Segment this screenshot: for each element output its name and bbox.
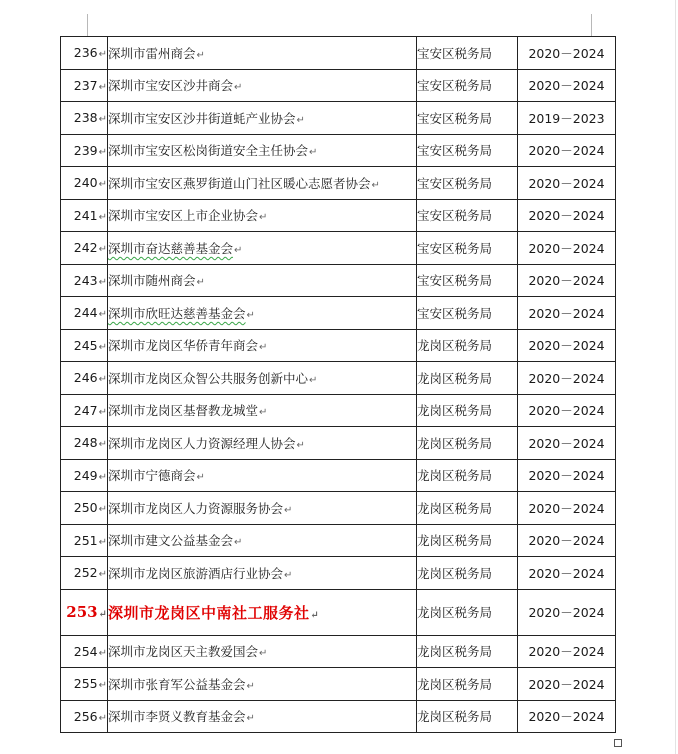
paragraph-mark: ↵ bbox=[196, 472, 205, 484]
tax-bureau-cell[interactable] bbox=[417, 524, 518, 557]
validity-period: 2020－2024 bbox=[528, 175, 605, 191]
validity-period: 2020－2024 bbox=[528, 78, 605, 94]
table-row bbox=[61, 459, 616, 492]
row-number: 247 bbox=[73, 402, 98, 418]
table-row bbox=[61, 362, 616, 395]
row-number-cell[interactable] bbox=[61, 557, 108, 590]
row-number-cell[interactable] bbox=[61, 102, 108, 135]
validity-period: 2020－2024 bbox=[528, 533, 605, 549]
paragraph-mark: ↵ bbox=[98, 374, 107, 386]
tax-bureau: 宝安区税务局 bbox=[417, 208, 493, 224]
tax-bureau-cell[interactable] bbox=[417, 589, 518, 635]
table-row bbox=[61, 329, 616, 362]
tax-bureau: 龙岗区税务局 bbox=[417, 468, 493, 484]
row-number-cell[interactable] bbox=[61, 167, 108, 200]
organization-name: 深圳市欣旺达慈善基金会 bbox=[108, 305, 246, 321]
organization-name: 深圳市龙岗区旅游酒店行业协会 bbox=[108, 565, 284, 581]
paragraph-mark: ↵ bbox=[98, 309, 107, 321]
organization-name: 深圳市宁德商会 bbox=[108, 468, 196, 484]
row-number: 242 bbox=[73, 240, 98, 256]
validity-period: 2020－2024 bbox=[528, 468, 605, 484]
organization-name: 深圳市宝安区松岗街道安全主任协会 bbox=[108, 143, 309, 159]
validity-period-cell[interactable] bbox=[518, 394, 616, 427]
tax-bureau-cell[interactable] bbox=[417, 37, 518, 70]
table-row bbox=[61, 37, 616, 70]
page-edge bbox=[675, 0, 676, 754]
organization-name: 深圳市龙岗区人力资源经理人协会 bbox=[108, 435, 296, 451]
table-row bbox=[61, 427, 616, 460]
organization-name-cell[interactable] bbox=[108, 635, 417, 668]
row-number: 255 bbox=[73, 676, 98, 692]
table-row bbox=[61, 134, 616, 167]
validity-period-cell[interactable] bbox=[518, 459, 616, 492]
tax-bureau-cell[interactable] bbox=[417, 492, 518, 525]
tax-bureau: 宝安区税务局 bbox=[417, 110, 493, 126]
tax-bureau-cell[interactable] bbox=[417, 297, 518, 330]
tax-bureau: 宝安区税务局 bbox=[417, 143, 493, 159]
organization-name: 深圳市李贤义教育基金会 bbox=[108, 709, 246, 725]
table-row bbox=[61, 589, 616, 635]
tax-bureau-cell[interactable] bbox=[417, 635, 518, 668]
row-number: 237 bbox=[73, 77, 98, 93]
paragraph-mark: ↵ bbox=[98, 471, 107, 483]
validity-period-cell[interactable] bbox=[518, 524, 616, 557]
tax-bureau: 龙岗区税务局 bbox=[417, 435, 493, 451]
organization-name: 深圳市龙岗区华侨青年商会 bbox=[108, 338, 259, 354]
paragraph-mark: ↵ bbox=[234, 244, 243, 256]
organization-name-cell[interactable] bbox=[108, 134, 417, 167]
validity-period: 2020－2024 bbox=[528, 403, 605, 419]
validity-period: 2020－2024 bbox=[528, 435, 605, 451]
organization-name: 深圳市宝安区沙井街道蚝产业协会 bbox=[108, 110, 296, 126]
row-number: 250 bbox=[73, 500, 98, 516]
tax-bureau-cell[interactable] bbox=[417, 199, 518, 232]
row-number: 236 bbox=[73, 45, 98, 61]
validity-period-cell[interactable] bbox=[518, 700, 616, 733]
row-number-cell[interactable] bbox=[61, 69, 108, 102]
tax-bureau: 宝安区税务局 bbox=[417, 45, 493, 61]
row-number-cell[interactable] bbox=[61, 199, 108, 232]
tax-bureau-cell[interactable] bbox=[417, 700, 518, 733]
row-number-cell[interactable] bbox=[61, 362, 108, 395]
tax-bureau: 宝安区税务局 bbox=[417, 305, 493, 321]
paragraph-mark: ↵ bbox=[234, 82, 243, 94]
paragraph-mark: ↵ bbox=[98, 244, 107, 256]
validity-period-cell[interactable] bbox=[518, 668, 616, 701]
paragraph-mark: ↵ bbox=[309, 147, 318, 159]
validity-period: 2019－2023 bbox=[528, 110, 605, 126]
table-row bbox=[61, 394, 616, 427]
row-number: 251 bbox=[73, 532, 98, 548]
validity-period-cell[interactable] bbox=[518, 362, 616, 395]
paragraph-mark: ↵ bbox=[196, 277, 205, 289]
organization-name-cell[interactable] bbox=[108, 37, 417, 70]
row-number: 244 bbox=[73, 305, 98, 321]
tax-bureau-cell[interactable] bbox=[417, 232, 518, 265]
row-number-cell[interactable] bbox=[61, 668, 108, 701]
validity-period-cell[interactable] bbox=[518, 492, 616, 525]
row-number-cell[interactable] bbox=[61, 37, 108, 70]
paragraph-mark: ↵ bbox=[310, 609, 320, 621]
row-number-cell[interactable] bbox=[61, 589, 108, 635]
organization-name: 深圳市龙岗区基督教龙城堂 bbox=[108, 403, 259, 419]
row-number: 252 bbox=[73, 565, 98, 581]
validity-period: 2020－2024 bbox=[528, 605, 605, 620]
validity-period-cell[interactable] bbox=[518, 264, 616, 297]
organization-name-cell[interactable] bbox=[108, 668, 417, 701]
tax-bureau: 宝安区税务局 bbox=[417, 240, 493, 256]
row-number: 240 bbox=[73, 175, 98, 191]
validity-period-cell[interactable] bbox=[518, 167, 616, 200]
tax-bureau-cell[interactable] bbox=[417, 557, 518, 590]
tax-bureau: 宝安区税务局 bbox=[417, 175, 493, 191]
validity-period: 2020－2024 bbox=[528, 676, 605, 692]
left-margin-marker bbox=[87, 14, 88, 36]
organization-name: 深圳市随州商会 bbox=[108, 273, 196, 289]
paragraph-mark: ↵ bbox=[259, 648, 268, 660]
tax-bureau-cell[interactable] bbox=[417, 329, 518, 362]
table-row bbox=[61, 635, 616, 668]
paragraph-mark: ↵ bbox=[98, 569, 107, 581]
paragraph-mark: ↵ bbox=[259, 407, 268, 419]
validity-period-cell[interactable] bbox=[518, 102, 616, 135]
validity-period-cell[interactable] bbox=[518, 589, 616, 635]
table-row bbox=[61, 557, 616, 590]
row-number: 256 bbox=[73, 708, 98, 724]
organization-name: 深圳市建文公益基金会 bbox=[108, 533, 234, 549]
validity-period: 2020－2024 bbox=[528, 143, 605, 159]
paragraph-mark: ↵ bbox=[98, 439, 107, 451]
organization-name-cell[interactable] bbox=[108, 329, 417, 362]
paragraph-mark: ↵ bbox=[309, 374, 318, 386]
row-number: 241 bbox=[73, 207, 98, 223]
organization-name-cell[interactable] bbox=[108, 492, 417, 525]
tax-bureau-cell[interactable] bbox=[417, 69, 518, 102]
paragraph-mark: ↵ bbox=[98, 114, 107, 126]
row-number-cell[interactable] bbox=[61, 635, 108, 668]
tax-bureau: 龙岗区税务局 bbox=[417, 605, 493, 620]
validity-period-cell[interactable] bbox=[518, 37, 616, 70]
table-row bbox=[61, 700, 616, 733]
tax-bureau-cell[interactable] bbox=[417, 394, 518, 427]
paragraph-mark: ↵ bbox=[246, 680, 255, 692]
organization-name: 深圳市宝安区沙井商会 bbox=[108, 78, 234, 94]
organization-table bbox=[60, 36, 616, 733]
organization-name-cell[interactable] bbox=[108, 69, 417, 102]
organization-name-cell[interactable] bbox=[108, 524, 417, 557]
tax-bureau: 宝安区税务局 bbox=[417, 78, 493, 94]
paragraph-mark: ↵ bbox=[98, 179, 107, 191]
paragraph-mark: ↵ bbox=[98, 276, 107, 288]
organization-name-cell[interactable] bbox=[108, 557, 417, 590]
tax-bureau: 龙岗区税务局 bbox=[417, 500, 493, 516]
organization-name-cell[interactable] bbox=[108, 102, 417, 135]
paragraph-mark: ↵ bbox=[98, 81, 107, 93]
tax-bureau: 龙岗区税务局 bbox=[417, 403, 493, 419]
row-number: 246 bbox=[73, 370, 98, 386]
paragraph-mark: ↵ bbox=[259, 342, 268, 354]
row-number-cell[interactable] bbox=[61, 427, 108, 460]
organization-name-cell[interactable] bbox=[108, 199, 417, 232]
validity-period-cell[interactable] bbox=[518, 557, 616, 590]
right-margin-marker bbox=[591, 14, 592, 36]
organization-name: 深圳市张育军公益基金会 bbox=[108, 676, 246, 692]
table-row bbox=[61, 492, 616, 525]
paragraph-mark: ↵ bbox=[98, 146, 107, 158]
organization-name-cell[interactable] bbox=[108, 589, 417, 635]
validity-period: 2020－2024 bbox=[528, 644, 605, 660]
table-row bbox=[61, 297, 616, 330]
validity-period-cell[interactable] bbox=[518, 297, 616, 330]
tax-bureau-cell[interactable] bbox=[417, 668, 518, 701]
tax-bureau-cell[interactable] bbox=[417, 427, 518, 460]
validity-period: 2020－2024 bbox=[528, 370, 605, 386]
table-row bbox=[61, 232, 616, 265]
organization-name-cell[interactable] bbox=[108, 700, 417, 733]
validity-period-cell[interactable] bbox=[518, 427, 616, 460]
paragraph-mark: ↵ bbox=[234, 537, 243, 549]
validity-period-cell[interactable] bbox=[518, 329, 616, 362]
organization-name-cell[interactable] bbox=[108, 167, 417, 200]
organization-name-cell[interactable] bbox=[108, 362, 417, 395]
validity-period-cell[interactable] bbox=[518, 134, 616, 167]
organization-name-cell[interactable] bbox=[108, 427, 417, 460]
organization-name-cell[interactable] bbox=[108, 264, 417, 297]
paragraph-mark: ↵ bbox=[98, 504, 107, 516]
paragraph-mark: ↵ bbox=[98, 647, 107, 659]
row-number-cell[interactable] bbox=[61, 394, 108, 427]
table-row bbox=[61, 264, 616, 297]
organization-name: 深圳市奋达慈善基金会 bbox=[108, 240, 234, 256]
row-number-cell[interactable] bbox=[61, 264, 108, 297]
table-row bbox=[61, 102, 616, 135]
row-number-cell[interactable] bbox=[61, 492, 108, 525]
tax-bureau: 龙岗区税务局 bbox=[417, 644, 493, 660]
validity-period: 2020－2024 bbox=[528, 565, 605, 581]
row-number: 248 bbox=[73, 435, 98, 451]
row-number: 243 bbox=[73, 272, 98, 288]
row-number-cell[interactable] bbox=[61, 459, 108, 492]
tax-bureau-cell[interactable] bbox=[417, 134, 518, 167]
validity-period: 2020－2024 bbox=[528, 500, 605, 516]
tax-bureau: 龙岗区税务局 bbox=[417, 676, 493, 692]
tax-bureau-cell[interactable] bbox=[417, 459, 518, 492]
paragraph-mark: ↵ bbox=[246, 713, 255, 725]
validity-period-cell[interactable] bbox=[518, 232, 616, 265]
paragraph-mark: ↵ bbox=[98, 49, 107, 61]
row-number-cell[interactable] bbox=[61, 232, 108, 265]
table-row bbox=[61, 167, 616, 200]
organization-name: 深圳市龙岗区人力资源服务协会 bbox=[108, 500, 284, 516]
paragraph-mark: ↵ bbox=[246, 309, 255, 321]
row-number-cell[interactable] bbox=[61, 297, 108, 330]
validity-period: 2020－2024 bbox=[528, 709, 605, 725]
organization-name-cell[interactable] bbox=[108, 232, 417, 265]
paragraph-mark: ↵ bbox=[371, 179, 380, 191]
organization-name: 深圳市龙岗区中南社工服务社 bbox=[108, 603, 310, 622]
row-number: 239 bbox=[73, 142, 98, 158]
table-row bbox=[61, 69, 616, 102]
validity-period: 2020－2024 bbox=[528, 240, 605, 256]
paragraph-mark: ↵ bbox=[98, 211, 107, 223]
paragraph-mark: ↵ bbox=[98, 712, 107, 724]
paragraph-mark: ↵ bbox=[98, 536, 107, 548]
validity-period: 2020－2024 bbox=[528, 273, 605, 289]
tax-bureau-cell[interactable] bbox=[417, 362, 518, 395]
validity-period-cell[interactable] bbox=[518, 199, 616, 232]
organization-name-cell[interactable] bbox=[108, 394, 417, 427]
tax-bureau: 龙岗区税务局 bbox=[417, 370, 493, 386]
row-number: 254 bbox=[73, 643, 98, 659]
paragraph-mark: ↵ bbox=[259, 212, 268, 224]
table-row bbox=[61, 199, 616, 232]
table-row bbox=[61, 668, 616, 701]
row-number-cell[interactable] bbox=[61, 329, 108, 362]
validity-period: 2020－2024 bbox=[528, 338, 605, 354]
validity-period-cell[interactable] bbox=[518, 635, 616, 668]
tax-bureau: 龙岗区税务局 bbox=[417, 338, 493, 354]
row-number-cell[interactable] bbox=[61, 134, 108, 167]
tax-bureau: 龙岗区税务局 bbox=[417, 533, 493, 549]
tax-bureau: 龙岗区税务局 bbox=[417, 565, 493, 581]
validity-period-cell[interactable] bbox=[518, 69, 616, 102]
row-number: 249 bbox=[73, 467, 98, 483]
validity-period: 2020－2024 bbox=[528, 208, 605, 224]
row-number-cell[interactable] bbox=[61, 524, 108, 557]
table-body bbox=[61, 37, 616, 733]
validity-period: 2020－2024 bbox=[528, 45, 605, 61]
paragraph-mark: ↵ bbox=[296, 439, 305, 451]
table-row bbox=[61, 524, 616, 557]
paragraph-mark: ↵ bbox=[98, 406, 107, 418]
organization-name: 深圳市宝安区上市企业协会 bbox=[108, 208, 259, 224]
paragraph-mark: ↵ bbox=[98, 680, 107, 692]
table-resize-handle[interactable] bbox=[614, 739, 622, 747]
paragraph-mark: ↵ bbox=[284, 504, 293, 516]
organization-name: 深圳市龙岗区众智公共服务创新中心 bbox=[108, 370, 309, 386]
row-number: 253 bbox=[66, 603, 98, 621]
organization-name: 深圳市龙岗区天主教爱国会 bbox=[108, 644, 259, 660]
row-number: 245 bbox=[73, 337, 98, 353]
tax-bureau: 龙岗区税务局 bbox=[417, 709, 493, 725]
paragraph-mark: ↵ bbox=[98, 341, 107, 353]
paragraph-mark: ↵ bbox=[296, 114, 305, 126]
paragraph-mark: ↵ bbox=[98, 609, 107, 620]
row-number: 238 bbox=[73, 110, 98, 126]
tax-bureau-cell[interactable] bbox=[417, 102, 518, 135]
tax-bureau-cell[interactable] bbox=[417, 264, 518, 297]
organization-name-cell[interactable] bbox=[108, 459, 417, 492]
paragraph-mark: ↵ bbox=[284, 569, 293, 581]
tax-bureau: 宝安区税务局 bbox=[417, 273, 493, 289]
row-number-cell[interactable] bbox=[61, 700, 108, 733]
validity-period: 2020－2024 bbox=[528, 305, 605, 321]
organization-name-cell[interactable] bbox=[108, 297, 417, 330]
organization-name: 深圳市宝安区燕罗街道山门社区暖心志愿者协会 bbox=[108, 175, 371, 191]
organization-name: 深圳市雷州商会 bbox=[108, 45, 196, 61]
paragraph-mark: ↵ bbox=[196, 49, 205, 61]
tax-bureau-cell[interactable] bbox=[417, 167, 518, 200]
